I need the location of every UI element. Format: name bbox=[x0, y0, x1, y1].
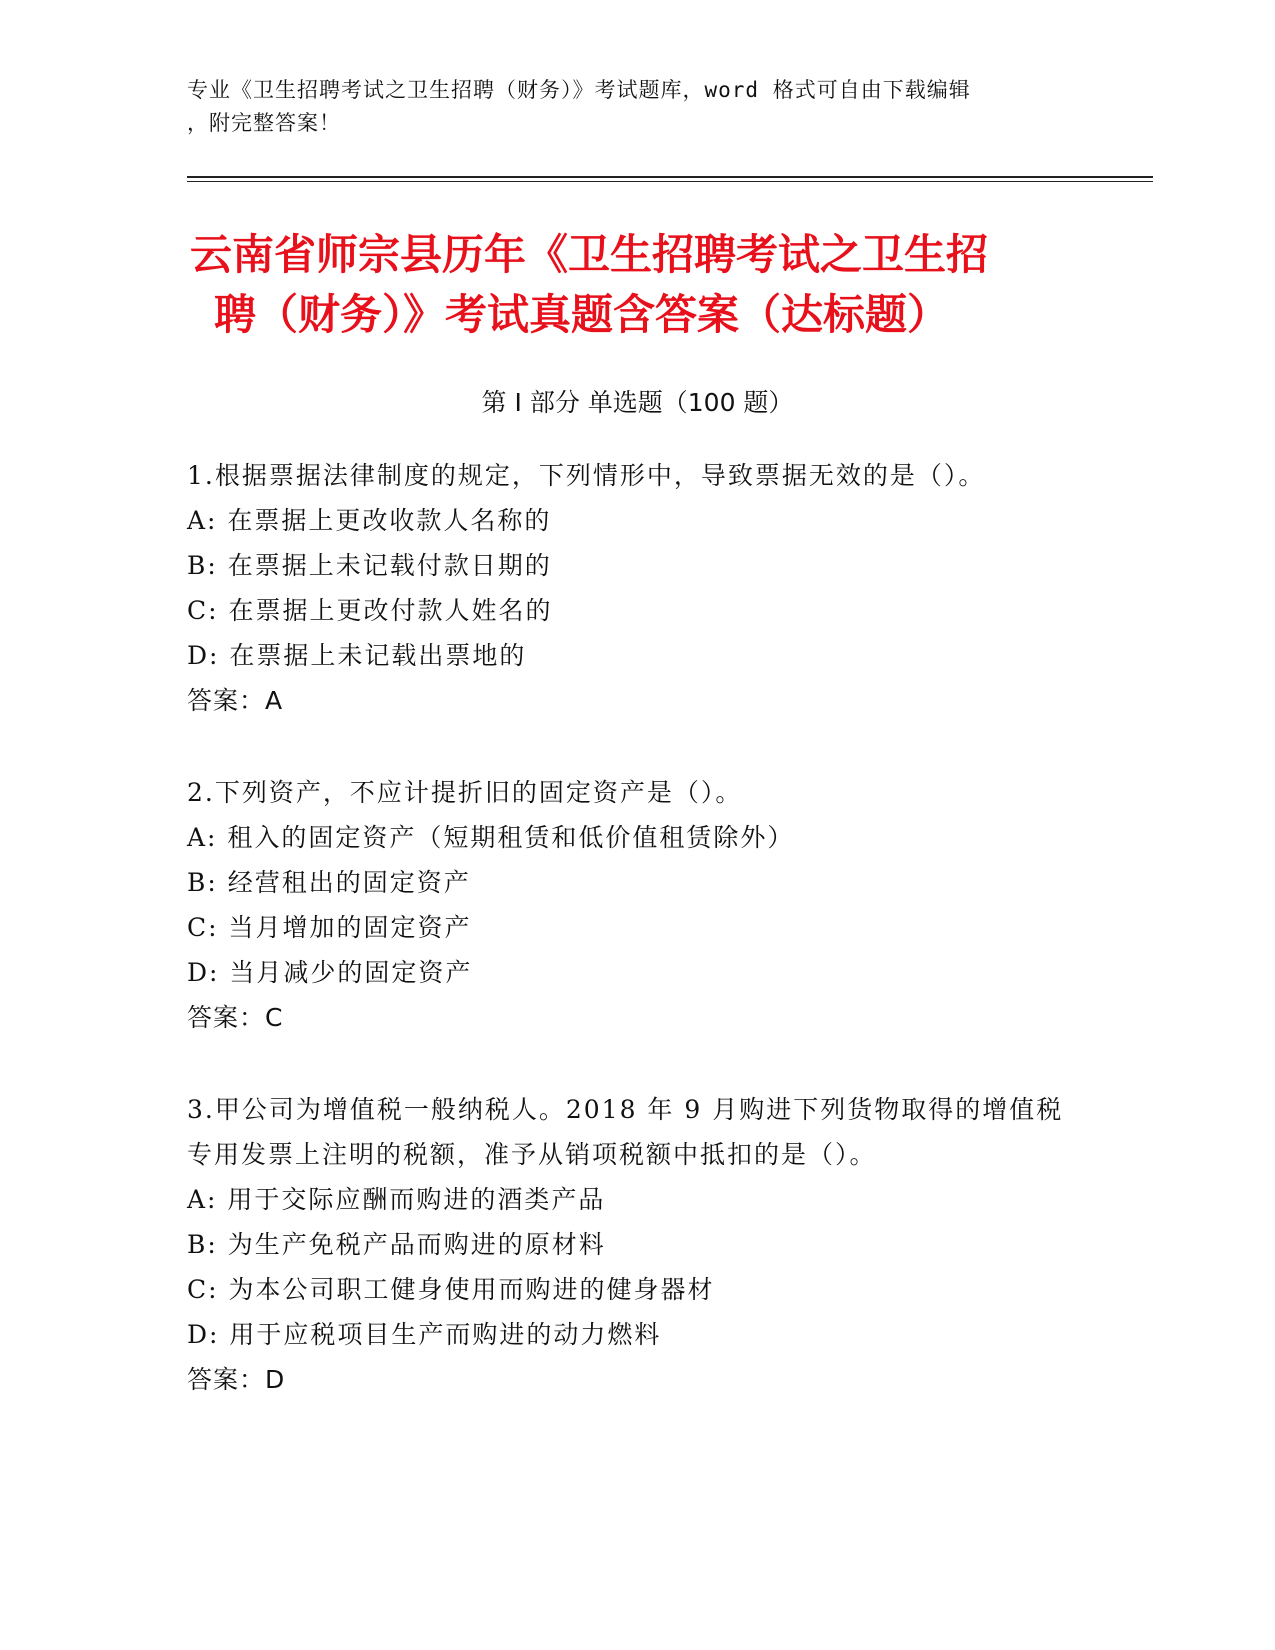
header-divider-thin bbox=[187, 181, 1153, 182]
question-3 bbox=[187, 1087, 1087, 1402]
header-note-line-1: 专业《卫生招聘考试之卫生招聘（财务）》考试题库，word 格式可自由下载编辑 bbox=[187, 78, 971, 102]
option-a: A: 租入的固定资产（短期租赁和低价值租赁除外） bbox=[187, 823, 795, 852]
option-d: D: 用于应税项目生产而购进的动力燃料 bbox=[187, 1320, 662, 1349]
option-c: C: 当月增加的固定资产 bbox=[187, 913, 472, 942]
answer-label: 答案：D bbox=[187, 1365, 286, 1394]
option-b: B: 为生产免税产品而购进的原材料 bbox=[187, 1230, 606, 1259]
header-note-line-2: ，附完整答案！ bbox=[187, 111, 341, 135]
header-divider-thick bbox=[187, 176, 1153, 178]
document-title-line-1: 云南省师宗县历年《卫生招聘考试之卫生招 bbox=[190, 230, 989, 279]
answer-label: 答案：A bbox=[187, 686, 284, 715]
question-2 bbox=[187, 770, 1087, 1040]
option-b: B: 经营租出的固定资产 bbox=[187, 868, 471, 897]
option-d: D: 在票据上未记载出票地的 bbox=[187, 641, 527, 670]
section-heading: 第 I 部分 单选题（100 题） bbox=[481, 388, 794, 417]
answer-label: 答案：C bbox=[187, 1003, 284, 1032]
option-a: A: 用于交际应酬而购进的酒类产品 bbox=[187, 1185, 606, 1214]
option-b: B: 在票据上未记载付款日期的 bbox=[187, 551, 552, 580]
header-note bbox=[187, 74, 1067, 140]
document-title bbox=[190, 225, 1090, 345]
option-a: A: 在票据上更改收款人名称的 bbox=[187, 506, 552, 535]
document-title-line-2: 聘（财务）》考试真题含答案（达标题） bbox=[214, 290, 950, 339]
question-stem: 1.根据票据法律制度的规定，下列情形中，导致票据无效的是（）。 bbox=[187, 461, 986, 490]
question-stem: 2.下列资产，不应计提折旧的固定资产是（）。 bbox=[187, 778, 743, 807]
option-d: D: 当月减少的固定资产 bbox=[187, 958, 473, 987]
option-c: C: 在票据上更改付款人姓名的 bbox=[187, 596, 553, 625]
option-c: C: 为本公司职工健身使用而购进的健身器材 bbox=[187, 1275, 715, 1304]
question-stem: 3.甲公司为增值税一般纳税人。2018 年 9 月购进下列货物取得的增值税专用发票上注明的税额，准予从销项税额中抵扣的是（）。 bbox=[187, 1095, 1064, 1169]
question-1 bbox=[187, 453, 1087, 723]
